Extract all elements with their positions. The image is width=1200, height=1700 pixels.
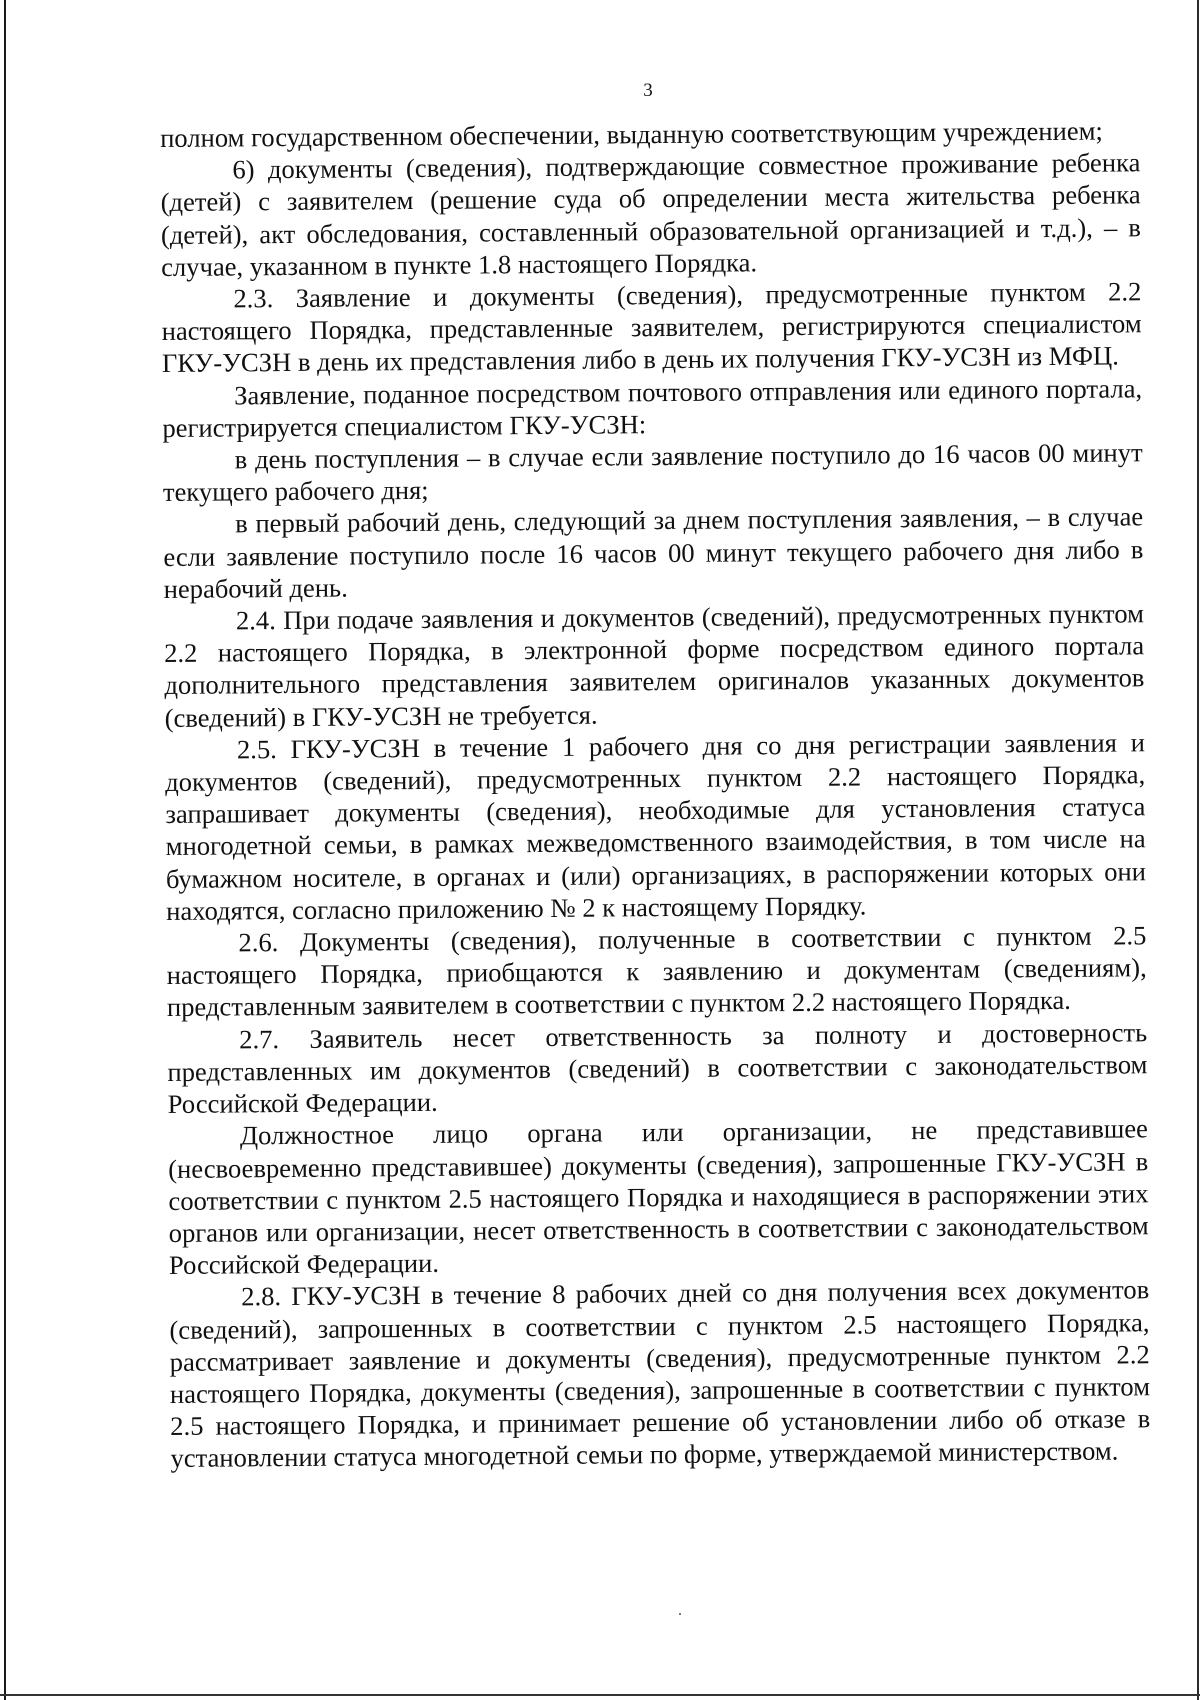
paragraph-same-day: в день поступления – в случае если заявление поступило до 16 часов 00 минут текущего рабочего дня; xyxy=(162,437,1143,508)
paragraph-official-liability: Должностное лицо органа или организации, не представившее (несвоевременно представившее) документы (сведения), запрошенные ГКУ-УСЗН в соответствии с пунктом 2.5 настоящего Порядка и находящиеся в распоряжении этих органов или организации, несет ответственность в соответствии с законодательством Российской Федерации. xyxy=(168,1113,1149,1281)
paragraph-2-7: 2.7. Заявитель несет ответственность за полноту и достоверность представленных им документов (сведений) в соответствии с законодательством Российской Федерации. xyxy=(167,1016,1148,1120)
document-body xyxy=(160,114,1151,1474)
scan-border-bottom xyxy=(0,1694,1200,1696)
paragraph-2-5: 2.5. ГКУ-УСЗН в течение 1 рабочего дня со дня регистрации заявления и документов (сведений), предусмотренных пунктом 2.2 настоящего Порядка, запрашивает документы (сведения), необходимые для установления статуса многодетной семьи, в рамках межведомственного взаимодействия, в том числе на бумажном носителе, в органах и (или) организациях, в распоряжении которых они находятся, согласно приложению № 2 к настоящему Порядку. xyxy=(165,727,1147,926)
paragraph-continuation: полном государственном обеспечении, выданную соответствующим учреждением; xyxy=(160,115,1103,153)
paragraph-2-3: 2.3. Заявление и документы (сведения), предусмотренные пунктом 2.2 настоящего Порядка, представленные заявителем, регистрируются специалистом ГКУ-УСЗН в день их представления либо в день их получения ГКУ-УСЗН из МФЦ. xyxy=(161,276,1142,379)
paragraph-2-4: 2.4. При подаче заявления и документов (сведений), предусмотренных пунктом 2.2 настоящего Порядка, в электронной форме посредством единого портала дополнительного представления заявителем оригиналов указанных документов (сведений) в ГКУ-УСЗН не требуется. xyxy=(164,598,1145,733)
paragraph-mail-registration: Заявление, поданное посредством почтового отправления или единого портала, регистрируется специалистом ГКУ-УСЗН: xyxy=(162,372,1143,443)
paragraph-next-day: в первый рабочий день, следующий за днем поступления заявления, – в случае если заявление поступило после 16 часов 00 минут текущего рабочего дня либо в нерабочий день. xyxy=(163,501,1144,604)
scan-border-left xyxy=(4,0,6,1700)
paragraph-2-6: 2.6. Документы (сведения), полученные в соответствии с пунктом 2.5 настоящего Порядка, приобщаются к заявлению и документам (сведениям), представленным заявителем в соответствии с пунктом 2.2 настоящего Порядка. xyxy=(166,920,1147,1023)
paragraph-2-8: 2.8. ГКУ-УСЗН в течение 8 рабочих дней со дня получения всех документов (сведений), запрошенных в соответствии с пунктом 2.5 настоящего Порядка, рассматривает заявление и документы (сведения), предусмотренные пунктом 2.2 настоящего Порядка, документы (сведения), запрошенные в соответствии с пунктом 2.5 настоящего Порядка, и принимает решение об установлении либо об отказе в установлении статуса многодетной семьи по форме, утверждаемой министерством. xyxy=(169,1274,1151,1474)
paragraph-item-6: 6) документы (сведения), подтверждающие совместное проживание ребенка (детей) с заявителем (решение суда об определении места жительства ребенка (детей), акт обследования, составленный образовательной организацией и т.д.), – в случае, указанном в пункте 1.8 настоящего Порядка. xyxy=(160,147,1141,282)
scan-speck xyxy=(679,1613,681,1615)
scan-border-right xyxy=(1197,0,1199,1700)
page-number: 3 xyxy=(643,80,653,101)
